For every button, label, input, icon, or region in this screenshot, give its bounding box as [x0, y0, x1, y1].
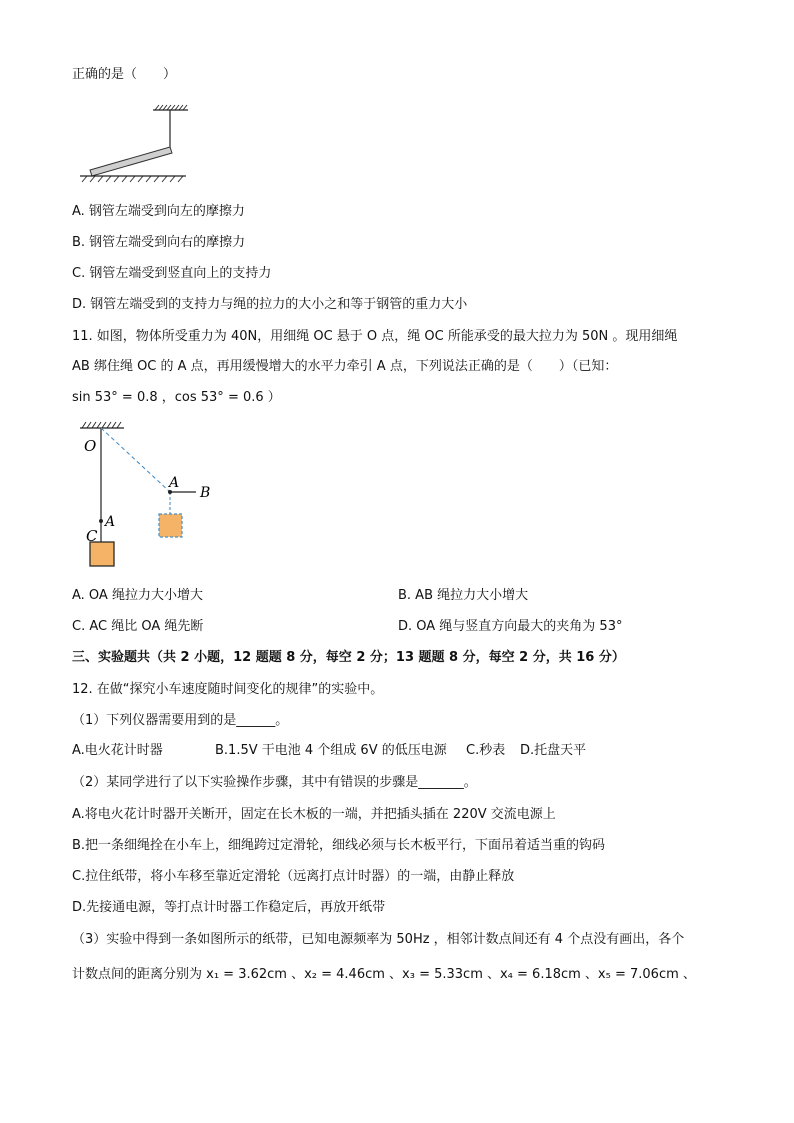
- q12-part1-option-b: B.1.5V 干电池 4 个组成 6V 的低压电源: [215, 743, 447, 758]
- q12-step-b: B.把一条细绳拴在小车上，细绳跨过定滑轮，细线必须与长木板平行，下面吊着适当重的钩码: [72, 838, 606, 853]
- section3-heading: 三、实验题共（共 2 小题，12 题题 8 分，每空 2 分；13 题题 8 分，每空 2 分，共 16 分）: [72, 650, 625, 665]
- label-o: O: [84, 437, 97, 455]
- label-b: B: [200, 485, 211, 501]
- q10-option-b: B. 钢管左端受到向右的摩擦力: [72, 235, 246, 250]
- label-a-lower: A: [105, 514, 116, 530]
- q11-option-b: B. AB 绳拉力大小增大: [398, 588, 529, 603]
- q10-option-d: D. 钢管左端受到的支持力与绳的拉力的大小之和等于钢管的重力大小: [72, 297, 468, 312]
- q12-step-c: C.拉住纸带，将小车移至靠近定滑轮（远离打点计时器）的一端，由静止释放: [72, 869, 515, 884]
- q12-stem: 12. 在做“探究小车速度随时间变化的规律”的实验中。: [72, 682, 384, 697]
- q11-figure: [78, 420, 228, 572]
- q12-step-d: D.先接通电源，等打点计时器工作稳定后，再放开纸带: [72, 900, 386, 915]
- q10-stem-tail: 正确的是（ ）: [72, 67, 177, 82]
- q10-option-a: A. 钢管左端受到向左的摩擦力: [72, 204, 245, 219]
- q11-stem-line2: AB 绑住绳 OC 的 A 点，再用缓慢增大的水平力牵引 A 点，下列说法正确的是（ ）（已知：: [72, 359, 618, 374]
- q10-option-c: C. 钢管左端受到竖直向上的支持力: [72, 266, 272, 281]
- q11-option-c: C. AC 绳比 OA 绳先断: [72, 619, 204, 634]
- q11-stem-line3: sin 53° = 0.8 ，cos 53° = 0.6 ）: [72, 390, 281, 405]
- q11-stem-line1: 11. 如图，物体所受重力为 40N，用细绳 OC 悬于 O 点，绳 OC 所能承受的最大拉力为 50N 。现用细绳: [72, 329, 678, 344]
- q12-part2: （2）某同学进行了以下实验操作步骤，其中有错误的步骤是_______。: [72, 775, 477, 790]
- q12-step-a: A.将电火花计时器开关断开，固定在长木板的一端，并把插头插在 220V 交流电源上: [72, 807, 556, 822]
- label-c: C: [86, 527, 98, 545]
- q12-part3-line2: 计数点间的距离分别为 x₁ = 3.62cm 、x₂ = 4.46cm 、x₃ = 5.33cm 、x₄ = 6.18cm 、x₅ = 7.06cm 、: [72, 967, 696, 982]
- q12-part1: （1）下列仪器需要用到的是______。: [72, 713, 289, 728]
- q12-part1-option-d: D.托盘天平: [520, 743, 587, 758]
- q11-option-a: A. OA 绳拉力大小增大: [72, 588, 203, 603]
- q11-option-d: D. OA 绳与竖直方向最大的夹角为 53°: [398, 619, 623, 634]
- label-a-upper: A: [169, 475, 180, 491]
- q12-part1-option-c: C.秒表: [466, 743, 506, 758]
- q12-part1-option-a: A.电火花计时器: [72, 743, 163, 758]
- q10-figure: [78, 104, 198, 186]
- q12-part3-line1: （3）实验中得到一条如图所示的纸带，已知电源频率为 50Hz ，相邻计数点间还有 4 个点没有画出，各个: [72, 932, 685, 947]
